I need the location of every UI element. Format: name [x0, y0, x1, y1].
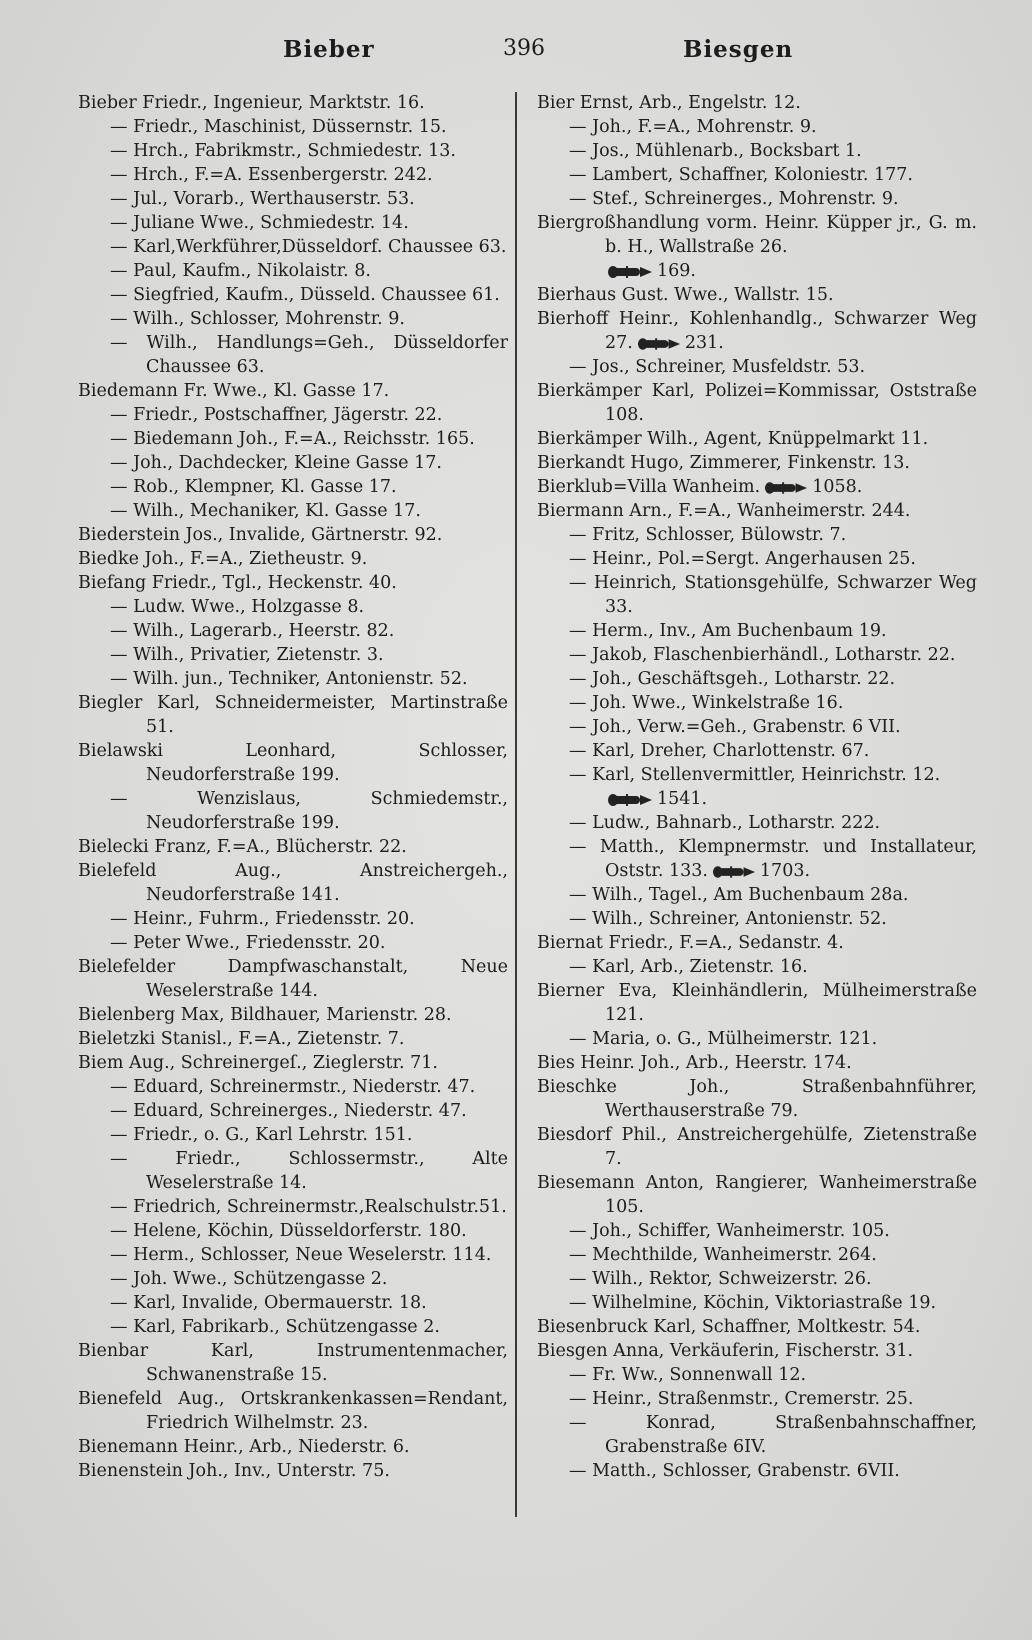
entry-text: — Siegfried, Kaufm., Düsseld. Chaussee 61. [110, 285, 500, 305]
entry-text: — Mechthilde, Wanheimerstr. 264. [569, 1245, 877, 1265]
directory-entry [78, 1267, 508, 1291]
phone-number: 231. [684, 333, 724, 353]
directory-entry [537, 187, 977, 211]
entry-text: Bieschke Joh., Straßenbahnführer, Werthauserstraße 79. [537, 1077, 977, 1121]
directory-entry [78, 739, 508, 787]
header-left-word: Bieber [283, 36, 375, 63]
entry-text: — Paul, Kaufm., Nikolaistr. 8. [110, 261, 371, 281]
directory-entry [537, 1267, 977, 1291]
directory-entry [537, 955, 977, 979]
entry-text: — Joh., Schiffer, Wanheimerstr. 105. [569, 1221, 890, 1241]
header-right-word: Biesgen [683, 36, 794, 63]
directory-entry [78, 1291, 508, 1315]
directory-entry [537, 1339, 977, 1363]
entry-text: — Herm., Schlosser, Neue Weselerstr. 114. [110, 1245, 492, 1265]
directory-entry [78, 547, 508, 571]
directory-entry [78, 1027, 508, 1051]
directory-entry [78, 1123, 508, 1147]
entry-text: — Karl, Stellenvermittler, Heinrichstr. 12. [569, 765, 941, 785]
directory-entry [537, 307, 977, 355]
entry-text: — Friedr., Schlossermstr., Alte Weselerstraße 14. [110, 1149, 508, 1193]
directory-entry [78, 475, 508, 499]
entry-text: Bielefeld Aug., Anstreichergeh., Neudorferstraße 141. [78, 861, 508, 905]
entry-text: — Wilh., Lagerarb., Heerstr. 82. [110, 621, 395, 641]
directory-entry [78, 1147, 508, 1195]
entry-text: Bienbar Karl, Instrumentenmacher, Schwanenstraße 15. [78, 1341, 508, 1385]
entry-text: — Konrad, Straßenbahnschaffner, Grabenstraße 6IV. [569, 1413, 977, 1457]
directory-entry [537, 139, 977, 163]
entry-text: — Joh. Wwe., Schützengasse 2. [110, 1269, 388, 1289]
directory-entry [78, 1051, 508, 1075]
entry-text: — Helene, Köchin, Düsseldorferstr. 180. [110, 1221, 467, 1241]
directory-entry [537, 763, 977, 787]
directory-entry [78, 91, 508, 115]
entry-text: Biesgen Anna, Verkäuferin, Fischerstr. 31. [537, 1341, 914, 1361]
phone-number: 169. [657, 261, 696, 281]
directory-entry [537, 379, 977, 427]
entry-text: — Hrch., F.=A. Essenbergerstr. 242. [110, 165, 433, 185]
entry-text: — Joh., Geschäftsgeh., Lotharstr. 22. [569, 669, 896, 689]
entry-text: Bierkämper Karl, Polizei=Kommissar, Oststraße 108. [537, 381, 977, 425]
directory-entry [78, 643, 508, 667]
entry-text: — Rob., Klempner, Kl. Gasse 17. [110, 477, 397, 497]
directory-entry [78, 1315, 508, 1339]
entry-text: — Matth., Schlosser, Grabenstr. 6VII. [569, 1461, 900, 1481]
entry-text: Bierkandt Hugo, Zimmerer, Finkenstr. 13. [537, 453, 910, 473]
phone-number: 1058. [812, 477, 863, 497]
directory-entry [537, 931, 977, 955]
entry-text: Bier Ernst, Arb., Engelstr. 12. [537, 93, 801, 113]
entry-text: — Heinr., Fuhrm., Friedensstr. 20. [110, 909, 415, 929]
directory-entry [78, 1435, 508, 1459]
entry-text: Biegler Karl, Schneidermeister, Martinstraße 51. [78, 693, 508, 737]
entry-text: Bielenberg Max, Bildhauer, Marienstr. 28. [78, 1005, 452, 1025]
directory-entry [537, 259, 977, 283]
entry-text: — Karl, Arb., Zietenstr. 16. [569, 957, 808, 977]
right-column [537, 91, 977, 1483]
directory-entry [78, 1459, 508, 1483]
directory-entry [78, 163, 508, 187]
directory-entry [537, 1219, 977, 1243]
directory-entry [537, 523, 977, 547]
entry-text: Bierklub=Villa Wanheim. [537, 477, 761, 497]
directory-entry [537, 499, 977, 523]
directory-entry [537, 475, 977, 499]
telephone-icon [607, 265, 653, 279]
directory-entry [78, 1387, 508, 1435]
directory-entry [78, 235, 508, 259]
directory-entry [537, 1027, 977, 1051]
entry-text: — Maria, o. G., Mülheimerstr. 121. [569, 1029, 878, 1049]
entry-text: — Wilh., Rektor, Schweizerstr. 26. [569, 1269, 872, 1289]
directory-entry [537, 427, 977, 451]
directory-entry [78, 379, 508, 403]
entry-text: — Eduard, Schreinerges., Niederstr. 47. [110, 1101, 467, 1121]
directory-entry [537, 211, 977, 259]
entry-text: — Wilh., Schreiner, Antonienstr. 52. [569, 909, 887, 929]
entry-text: — Matth., Klempnermstr. und Installateur, Oststr. 133. [569, 837, 977, 881]
directory-entry [537, 907, 977, 931]
entry-text: — Heinr., Straßenmstr., Cremerstr. 25. [569, 1389, 914, 1409]
directory-entry [78, 499, 508, 523]
directory-entry [537, 739, 977, 763]
entry-text: — Jakob, Flaschenbierhändl., Lotharstr. 22. [569, 645, 956, 665]
column-divider [515, 92, 517, 1517]
directory-entry [537, 1051, 977, 1075]
directory-entry [78, 451, 508, 475]
directory-entry [537, 547, 977, 571]
entry-text: — Biedemann Joh., F.=A., Reichsstr. 165. [110, 429, 475, 449]
entry-text: Bierkämper Wilh., Agent, Knüppelmarkt 11. [537, 429, 929, 449]
directory-entry [78, 955, 508, 1003]
entry-text: — Heinr., Pol.=Sergt. Angerhausen 25. [569, 549, 916, 569]
directory-entry [78, 571, 508, 595]
entry-text: — Jos., Schreiner, Musfeldstr. 53. [569, 357, 866, 377]
directory-entry [537, 787, 977, 811]
directory-entry [537, 91, 977, 115]
directory-entry [78, 331, 508, 379]
entry-text: Bierner Eva, Kleinhändlerin, Mülheimerstraße 121. [537, 981, 977, 1025]
entry-text: Biedemann Fr. Wwe., Kl. Gasse 17. [78, 381, 390, 401]
directory-entry [537, 883, 977, 907]
entry-text: — Joh. Wwe., Winkelstraße 16. [569, 693, 844, 713]
directory-entry [78, 1195, 508, 1219]
directory-entry [78, 115, 508, 139]
entry-text: Biem Aug., Schreinergeſ., Zieglerstr. 71. [78, 1053, 438, 1073]
entry-text: — Friedr., Postschaffner, Jägerstr. 22. [110, 405, 443, 425]
directory-entry [78, 691, 508, 739]
entry-text: — Wenzislaus, Schmiedemstr., Neudorferstraße 199. [110, 789, 508, 833]
entry-text: Biefang Friedr., Tgl., Heckenstr. 40. [78, 573, 397, 593]
directory-entry [78, 907, 508, 931]
directory-entry [78, 187, 508, 211]
entry-text: Bielefelder Dampfwaschanstalt, Neue Weselerstraße 144. [78, 957, 508, 1001]
directory-entry [78, 259, 508, 283]
directory-entry [537, 619, 977, 643]
directory-entry [78, 931, 508, 955]
directory-entry [78, 307, 508, 331]
directory-entry [537, 163, 977, 187]
directory-entry [537, 835, 977, 883]
entry-text: — Wilh., Handlungs=Geh., Düsseldorfer Chaussee 63. [110, 333, 508, 377]
page-header [78, 36, 972, 76]
entry-text: — Jul., Vorarb., Werthauserstr. 53. [110, 189, 415, 209]
entry-text: — Joh., F.=A., Mohrenstr. 9. [569, 117, 817, 137]
entry-text: Biernat Friedr., F.=A., Sedanstr. 4. [537, 933, 844, 953]
directory-entry [78, 1339, 508, 1387]
directory-entry [537, 979, 977, 1027]
entry-text: — Joh., Dachdecker, Kleine Gasse 17. [110, 453, 442, 473]
directory-entry [537, 1243, 977, 1267]
directory-entry [78, 523, 508, 547]
entry-text: — Hrch., Fabrikmstr., Schmiedestr. 13. [110, 141, 456, 161]
entry-text: Biesenbruck Karl, Schaffner, Moltkestr. 54. [537, 1317, 921, 1337]
directory-entry [78, 139, 508, 163]
directory-entry [78, 427, 508, 451]
left-column [78, 91, 508, 1483]
entry-text: — Joh., Verw.=Geh., Grabenstr. 6 VII. [569, 717, 901, 737]
entry-text: — Wilh., Schlosser, Mohrenstr. 9. [110, 309, 405, 329]
entry-text: Bielawski Leonhard, Schlosser, Neudorferstraße 199. [78, 741, 508, 785]
directory-entry [537, 1315, 977, 1339]
telephone-icon [712, 865, 756, 879]
entry-text: Bienenstein Joh., Inv., Unterstr. 75. [78, 1461, 390, 1481]
entry-text: Biederstein Jos., Invalide, Gärtnerstr. 92. [78, 525, 443, 545]
directory-entry [537, 115, 977, 139]
directory-entry [537, 1171, 977, 1219]
directory-entry [537, 691, 977, 715]
directory-entry [78, 859, 508, 907]
entry-text: Bierhaus Gust. Wwe., Wallstr. 15. [537, 285, 834, 305]
entry-text: — Fr. Ww., Sonnenwall 12. [569, 1365, 807, 1385]
directory-entry [78, 787, 508, 835]
entry-text: Bieber Friedr., Ingenieur, Marktstr. 16. [78, 93, 425, 113]
phone-number: 1703. [759, 861, 811, 881]
entry-text: — Lambert, Schaffner, Koloniestr. 177. [569, 165, 913, 185]
entry-text: Biedke Joh., F.=A., Zietheustr. 9. [78, 549, 368, 569]
directory-entry [78, 1003, 508, 1027]
entry-text: — Eduard, Schreinermstr., Niederstr. 47. [110, 1077, 476, 1097]
entry-text: — Friedrich, Schreinermstr.,Realschulstr.51. [110, 1197, 507, 1217]
directory-entry [537, 1075, 977, 1123]
entry-text: Biergroßhandlung vorm. Heinr. Küpper jr., G. m. b. H., Wallstraße 26. [537, 213, 977, 257]
entry-text: — Wilh., Tagel., Am Buchenbaum 28a. [569, 885, 909, 905]
directory-entry [537, 1123, 977, 1171]
entry-text: — Karl,Werkführer,Düsseldorf. Chaussee 63. [110, 237, 507, 257]
entry-text: Bieletzki Stanisl., F.=A., Zietenstr. 7. [78, 1029, 405, 1049]
directory-entry [537, 1387, 977, 1411]
directory-entry [537, 355, 977, 379]
entry-text: Bielecki Franz, F.=A., Blücherstr. 22. [78, 837, 407, 857]
entry-text: — Peter Wwe., Friedensstr. 20. [110, 933, 386, 953]
entry-text: — Ludw., Bahnarb., Lotharstr. 222. [569, 813, 881, 833]
entry-text: — Jos., Mühlenarb., Bocksbart 1. [569, 141, 862, 161]
entry-text: — Karl, Dreher, Charlottenstr. 67. [569, 741, 870, 761]
entry-text: — Karl, Fabrikarb., Schützengasse 2. [110, 1317, 440, 1337]
directory-entry [537, 1291, 977, 1315]
entry-text: Bies Heinr. Joh., Arb., Heerstr. 174. [537, 1053, 852, 1073]
directory-entry [78, 211, 508, 235]
phone-number: 1541. [657, 789, 708, 809]
telephone-icon [637, 337, 681, 351]
entry-text: Bienemann Heinr., Arb., Niederstr. 6. [78, 1437, 410, 1457]
entry-text: — Wilh. jun., Techniker, Antonienstr. 52. [110, 669, 468, 689]
entry-text: — Wilh., Mechaniker, Kl. Gasse 17. [110, 501, 421, 521]
directory-entry [78, 283, 508, 307]
telephone-icon [607, 793, 653, 807]
directory-entry [537, 451, 977, 475]
entry-text: — Fritz, Schlosser, Bülowstr. 7. [569, 525, 847, 545]
directory-entry [537, 571, 977, 619]
entry-text: — Stef., Schreinerges., Mohrenstr. 9. [569, 189, 899, 209]
directory-entry [78, 403, 508, 427]
entry-text: — Herm., Inv., Am Buchenbaum 19. [569, 621, 887, 641]
entry-text: — Heinrich, Stationsgehülfe, Schwarzer Weg 33. [569, 573, 977, 617]
directory-entry [78, 667, 508, 691]
entry-text: Biesdorf Phil., Anstreichergehülfe, Zietenstraße 7. [537, 1125, 977, 1169]
directory-entry [537, 283, 977, 307]
directory-entry [78, 619, 508, 643]
entry-text: — Friedr., Maschinist, Düssernstr. 15. [110, 117, 447, 137]
entry-text: Biesemann Anton, Rangierer, Wanheimerstraße 105. [537, 1173, 977, 1217]
directory-entry [78, 835, 508, 859]
entry-text: Bierhoff Heinr., Kohlenhandlg., Schwarzer Weg 27. [537, 309, 977, 353]
directory-entry [537, 667, 977, 691]
entry-text: — Wilhelmine, Köchin, Viktoriastraße 19. [569, 1293, 937, 1313]
directory-entry [537, 1411, 977, 1459]
directory-entry [537, 715, 977, 739]
directory-entry [537, 811, 977, 835]
entry-text: — Karl, Invalide, Obermauerstr. 18. [110, 1293, 427, 1313]
directory-entry [78, 1219, 508, 1243]
entry-text: — Ludw. Wwe., Holzgasse 8. [110, 597, 365, 617]
entry-text: — Wilh., Privatier, Zietenstr. 3. [110, 645, 384, 665]
directory-entry [537, 1363, 977, 1387]
page-number: 396 [503, 36, 545, 61]
directory-entry [78, 1099, 508, 1123]
entry-text: Biermann Arn., F.=A., Wanheimerstr. 244. [537, 501, 911, 521]
entry-text: — Juliane Wwe., Schmiedestr. 14. [110, 213, 409, 233]
directory-entry [537, 1459, 977, 1483]
entry-text: — Friedr., o. G., Karl Lehrstr. 151. [110, 1125, 413, 1145]
directory-entry [78, 595, 508, 619]
entry-text: Bienefeld Aug., Ortskrankenkassen=Rendant, Friedrich Wilhelmstr. 23. [78, 1389, 508, 1433]
directory-entry [78, 1075, 508, 1099]
telephone-icon [764, 481, 808, 495]
directory-entry [78, 1243, 508, 1267]
directory-entry [537, 643, 977, 667]
